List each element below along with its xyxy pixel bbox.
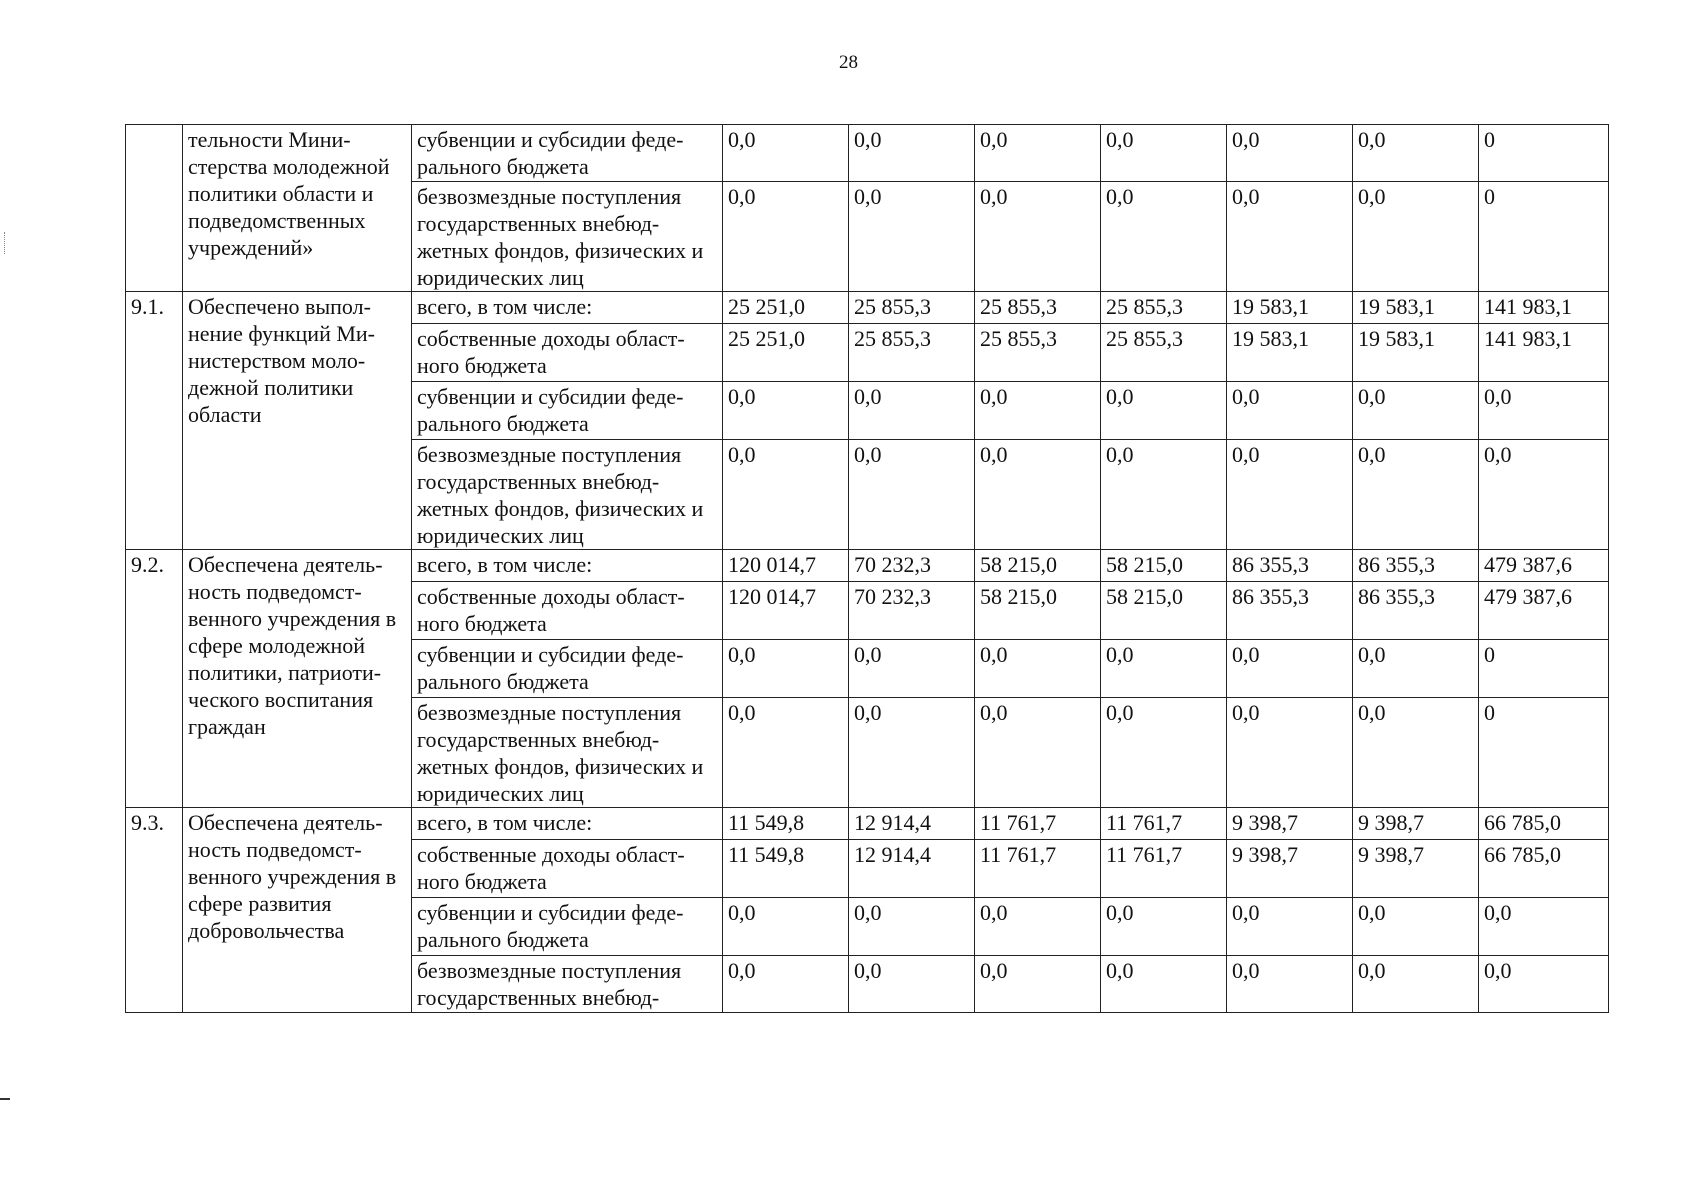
year-value-cell: 0,0 [975, 125, 1101, 182]
year-value-cell: 25 855,3 [849, 292, 975, 324]
year-value-cell: 0,0 [723, 125, 849, 182]
year-value-cell: 0,0 [1227, 182, 1353, 292]
section-code [126, 125, 183, 292]
year-value-cell: 0,0 [1227, 640, 1353, 698]
year-value-cell: 25 855,3 [1101, 292, 1227, 324]
total-value-cell: 0 [1479, 698, 1609, 808]
year-value-cell: 19 583,1 [1353, 324, 1479, 382]
year-value-cell: 0,0 [1101, 698, 1227, 808]
year-value-cell: 0,0 [1353, 898, 1479, 956]
year-value-cell: 11 761,7 [1101, 840, 1227, 898]
year-value-cell: 0,0 [1227, 382, 1353, 440]
funding-source-label: субвенции и субсидии феде-рального бюджета [412, 898, 723, 956]
year-value-cell: 0,0 [1227, 898, 1353, 956]
year-value-cell: 0,0 [723, 956, 849, 1013]
year-value-cell: 58 215,0 [1101, 550, 1227, 582]
year-value-cell: 0,0 [1101, 956, 1227, 1013]
total-value-cell: 0 [1479, 182, 1609, 292]
year-value-cell: 0,0 [975, 698, 1101, 808]
year-value-cell: 0,0 [849, 956, 975, 1013]
year-value-cell: 0,0 [975, 382, 1101, 440]
funding-source-label: всего, в том числе: [412, 808, 723, 840]
funding-source-label: безвозмездные поступления государственных внебюд- [412, 956, 723, 1013]
year-value-cell: 0,0 [1227, 125, 1353, 182]
funding-source-label: субвенции и субсидии феде-рального бюджета [412, 382, 723, 440]
year-value-cell: 0,0 [1101, 125, 1227, 182]
year-value-cell: 58 215,0 [975, 550, 1101, 582]
section-code: 9.2. [126, 550, 183, 808]
funding-source-label: собственные доходы област-ного бюджета [412, 582, 723, 640]
table-row [126, 808, 1609, 840]
year-value-cell: 19 583,1 [1227, 324, 1353, 382]
year-value-cell: 0,0 [975, 956, 1101, 1013]
total-value-cell: 66 785,0 [1479, 808, 1609, 840]
year-value-cell: 0,0 [723, 182, 849, 292]
year-value-cell: 0,0 [1353, 440, 1479, 550]
year-value-cell: 0,0 [723, 898, 849, 956]
year-value-cell: 0,0 [1101, 182, 1227, 292]
table-row [126, 550, 1609, 582]
total-value-cell: 0 [1479, 640, 1609, 698]
year-value-cell: 9 398,7 [1353, 840, 1479, 898]
year-value-cell: 19 583,1 [1227, 292, 1353, 324]
table-row [126, 125, 1609, 182]
funding-source-label: безвозмездные поступления государственных внебюд-жетных фондов, физических и юридических лиц [412, 698, 723, 808]
total-value-cell: 141 983,1 [1479, 324, 1609, 382]
year-value-cell: 0,0 [1227, 698, 1353, 808]
year-value-cell: 0,0 [1353, 382, 1479, 440]
year-value-cell: 86 355,3 [1227, 550, 1353, 582]
section-name: тельности Мини-стерства молодежной политики области и подведомственных учреждений» [183, 125, 412, 292]
section-name: Обеспечена деятель-ность подведомст-венного учреждения в сфере развития добровольчества [183, 808, 412, 1013]
year-value-cell: 25 855,3 [975, 324, 1101, 382]
year-value-cell: 0,0 [1353, 698, 1479, 808]
year-value-cell: 9 398,7 [1353, 808, 1479, 840]
page-number: 28 [839, 52, 858, 73]
total-value-cell: 0 [1479, 125, 1609, 182]
table-row [126, 292, 1609, 324]
year-value-cell: 0,0 [1353, 956, 1479, 1013]
funding-source-label: безвозмездные поступления государственных внебюд-жетных фондов, физических и юридических лиц [412, 440, 723, 550]
year-value-cell: 12 914,4 [849, 840, 975, 898]
year-value-cell: 0,0 [1227, 440, 1353, 550]
year-value-cell: 11 549,8 [723, 808, 849, 840]
year-value-cell: 0,0 [849, 898, 975, 956]
total-value-cell: 0,0 [1479, 956, 1609, 1013]
year-value-cell: 25 855,3 [1101, 324, 1227, 382]
section-code: 9.1. [126, 292, 183, 550]
year-value-cell: 0,0 [849, 125, 975, 182]
total-value-cell: 0,0 [1479, 898, 1609, 956]
year-value-cell: 25 855,3 [975, 292, 1101, 324]
scan-edge-mark [0, 1098, 10, 1100]
total-value-cell: 141 983,1 [1479, 292, 1609, 324]
year-value-cell: 0,0 [1101, 898, 1227, 956]
year-value-cell: 58 215,0 [1101, 582, 1227, 640]
budget-table [125, 124, 1609, 1013]
total-value-cell: 479 387,6 [1479, 582, 1609, 640]
section-code: 9.3. [126, 808, 183, 1013]
section-name: Обеспечена деятель-ность подведомст-венного учреждения в сфере молодежной политики, патриоти-ческого воспитания граждан [183, 550, 412, 808]
year-value-cell: 0,0 [849, 640, 975, 698]
year-value-cell: 0,0 [723, 382, 849, 440]
year-value-cell: 0,0 [1227, 956, 1353, 1013]
year-value-cell: 11 761,7 [975, 808, 1101, 840]
scan-margin-mark [4, 232, 8, 254]
year-value-cell: 9 398,7 [1227, 808, 1353, 840]
year-value-cell: 0,0 [849, 698, 975, 808]
total-value-cell: 479 387,6 [1479, 550, 1609, 582]
year-value-cell: 120 014,7 [723, 550, 849, 582]
year-value-cell: 0,0 [723, 440, 849, 550]
year-value-cell: 0,0 [975, 898, 1101, 956]
total-value-cell: 0,0 [1479, 382, 1609, 440]
year-value-cell: 0,0 [1353, 640, 1479, 698]
funding-source-label: субвенции и субсидии феде-рального бюджета [412, 125, 723, 182]
funding-source-label: собственные доходы област-ного бюджета [412, 840, 723, 898]
year-value-cell: 0,0 [723, 698, 849, 808]
year-value-cell: 120 014,7 [723, 582, 849, 640]
year-value-cell: 25 251,0 [723, 324, 849, 382]
year-value-cell: 0,0 [1101, 382, 1227, 440]
year-value-cell: 0,0 [1353, 182, 1479, 292]
year-value-cell: 9 398,7 [1227, 840, 1353, 898]
year-value-cell: 70 232,3 [849, 550, 975, 582]
total-value-cell: 0,0 [1479, 440, 1609, 550]
table-body [126, 125, 1609, 1013]
funding-source-label: всего, в том числе: [412, 292, 723, 324]
year-value-cell: 0,0 [849, 382, 975, 440]
year-value-cell: 0,0 [1101, 440, 1227, 550]
year-value-cell: 0,0 [849, 440, 975, 550]
year-value-cell: 0,0 [975, 440, 1101, 550]
section-name: Обеспечено выпол-нение функций Ми-нистерством моло-дежной политики области [183, 292, 412, 550]
total-value-cell: 66 785,0 [1479, 840, 1609, 898]
year-value-cell: 70 232,3 [849, 582, 975, 640]
year-value-cell: 0,0 [1353, 125, 1479, 182]
year-value-cell: 0,0 [975, 640, 1101, 698]
year-value-cell: 86 355,3 [1353, 550, 1479, 582]
year-value-cell: 11 549,8 [723, 840, 849, 898]
year-value-cell: 86 355,3 [1353, 582, 1479, 640]
funding-source-label: субвенции и субсидии феде-рального бюджета [412, 640, 723, 698]
year-value-cell: 0,0 [723, 640, 849, 698]
year-value-cell: 19 583,1 [1353, 292, 1479, 324]
year-value-cell: 86 355,3 [1227, 582, 1353, 640]
year-value-cell: 25 855,3 [849, 324, 975, 382]
funding-source-label: всего, в том числе: [412, 550, 723, 582]
year-value-cell: 0,0 [849, 182, 975, 292]
year-value-cell: 25 251,0 [723, 292, 849, 324]
year-value-cell: 11 761,7 [1101, 808, 1227, 840]
year-value-cell: 0,0 [975, 182, 1101, 292]
funding-source-label: безвозмездные поступления государственных внебюд-жетных фондов, физических и юридических лиц [412, 182, 723, 292]
year-value-cell: 58 215,0 [975, 582, 1101, 640]
year-value-cell: 11 761,7 [975, 840, 1101, 898]
year-value-cell: 12 914,4 [849, 808, 975, 840]
year-value-cell: 0,0 [1101, 640, 1227, 698]
funding-source-label: собственные доходы област-ного бюджета [412, 324, 723, 382]
